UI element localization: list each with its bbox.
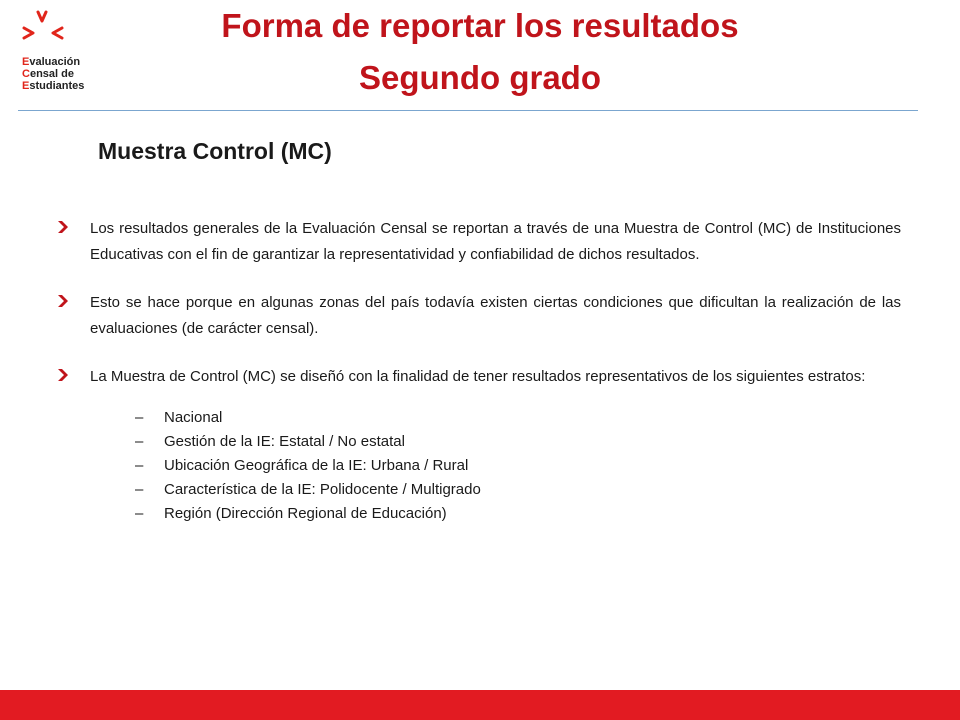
chevron-right-icon <box>58 295 68 307</box>
dash-icon: – <box>135 481 144 498</box>
dash-icon: – <box>135 433 144 450</box>
logo-text: Evaluación Censal de Estudiantes <box>22 56 85 92</box>
page-subtitle: Segundo grado <box>359 59 601 96</box>
list-item: – Nacional <box>135 406 901 430</box>
dash-icon: – <box>135 457 144 474</box>
list-item: – Región (Dirección Regional de Educación) <box>135 502 901 526</box>
section-title: Muestra Control (MC) <box>98 138 332 164</box>
dash-icon: – <box>135 409 144 426</box>
header-divider <box>18 110 918 111</box>
evaluacion-censal-logo <box>20 6 130 98</box>
logo-mark-icon <box>20 6 80 54</box>
list-item: – Ubicación Geográfica de la IE: Urbana / Rural <box>135 454 901 478</box>
bullet-item <box>58 290 901 342</box>
bullet-text: Los resultados generales de la Evaluación Censal se reportan a través de una Muestra de Control (MC) de Instituciones Educativas con el fin de garantizar la representatividad y confiabilidad de dichos resultados. <box>90 220 901 263</box>
footer-bar <box>0 690 960 720</box>
strata-list <box>90 406 901 526</box>
list-item: – Gestión de la IE: Estatal / No estatal <box>135 430 901 454</box>
list-item: – Característica de la IE: Polidocente / Multigrado <box>135 478 901 502</box>
bullet-item <box>58 216 901 268</box>
dash-icon: – <box>135 505 144 522</box>
bullet-text: La Muestra de Control (MC) se diseñó con la finalidad de tener resultados representativos de los siguientes estratos: <box>90 368 866 385</box>
chevron-right-icon <box>58 369 68 381</box>
bullet-text: Esto se hace porque en algunas zonas del país todavía existen ciertas condiciones que dificultan la realización de las evaluaciones (de carácter censal). <box>90 294 901 337</box>
chevron-right-icon <box>58 221 68 233</box>
bullet-list <box>58 216 901 548</box>
page-title: Forma de reportar los resultados <box>221 7 739 44</box>
bullet-item <box>58 364 901 526</box>
